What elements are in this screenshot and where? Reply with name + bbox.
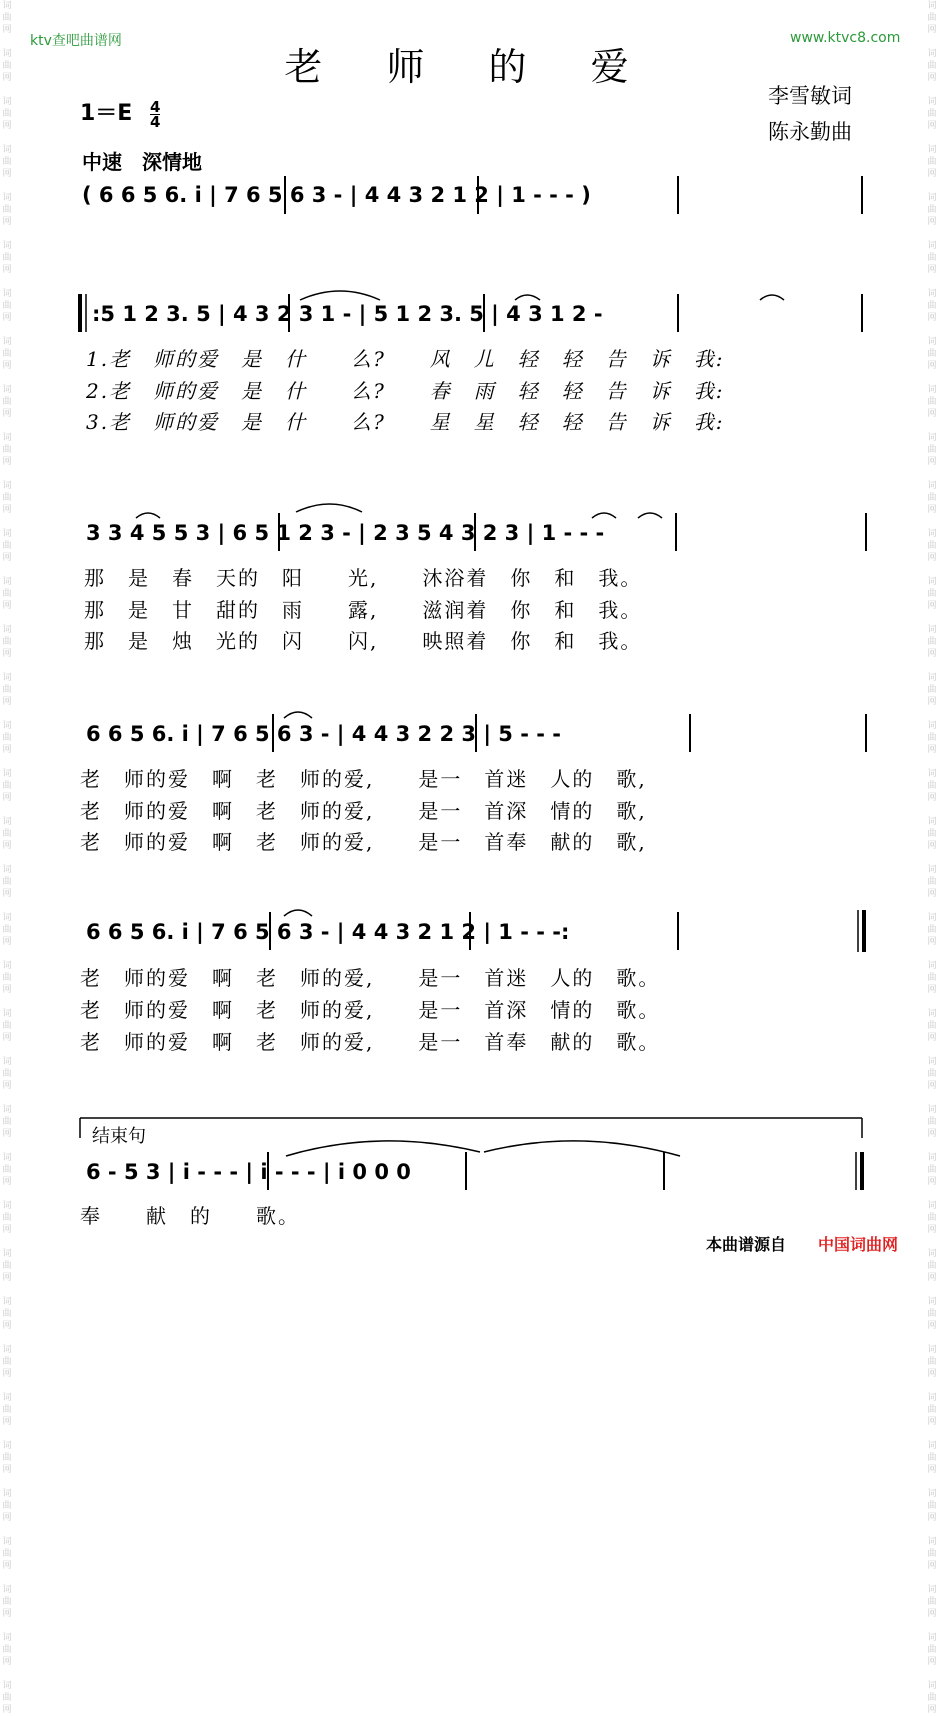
lyric-line: 2.老 师的爱 是 什 么? 春 雨 轻 轻 告 诉 我: <box>86 379 725 403</box>
barlines-system-3 <box>279 513 866 551</box>
barlines-system-2 <box>80 294 862 332</box>
tempo-marking: 中速 深情地 <box>82 150 202 174</box>
site-watermark-right[interactable]: www.ktvc8.com <box>790 30 901 46</box>
notation-line-4: 6 6 5 6. i | 7 6 5 6 3 - | 4 4 3 2 2 3 | 5 - - - <box>86 722 561 746</box>
lyric-line: 老 师的爱 啊 老 师的爱, 是一 首奉 献的 歌, <box>80 830 647 854</box>
time-top: 4 <box>150 97 161 116</box>
time-bottom: 4 <box>150 112 161 131</box>
side-watermark-right: 词 曲 网 词 曲 网 词 曲 网 词 曲 网 词 曲 网 词 曲 网 词 曲 网 词 曲 网 词 曲 网 词 曲 网 词 曲 网 词 曲 网 词 曲 网 词 曲 网 词 曲 网 词 曲 网 词 曲 网 词 曲 网 词 曲 网 词 曲 网 词 曲 网 词 曲 网 词 曲 网 词 曲 网 词 曲 网 词 曲 网 词 曲 网 词 曲 网 词 曲 网 词 曲 网 词 曲 网 词 曲 网 词 曲 网 词 曲 网 词 曲 网 词 曲 网 <box>927 1 937 1715</box>
barlines-ending <box>268 1152 862 1190</box>
notation-line-1: ( 6 6 5 6. i | 7 6 5 6 3 - | 4 4 3 2 1 2 | 1 - - - ) <box>82 183 591 207</box>
lyric-line: 那 是 春 天的 阳 光, 沐浴着 你 和 我。 <box>84 566 643 590</box>
lyric-line: 3.老 师的爱 是 什 么? 星 星 轻 轻 告 诉 我: <box>86 410 725 434</box>
barlines-system-4 <box>273 714 866 752</box>
lyric-line: 那 是 甘 甜的 雨 露, 滋润着 你 和 我。 <box>84 598 643 622</box>
ending-bracket <box>80 1118 862 1138</box>
notation-line-3: 3 3 4 5 5 3 | 6 5 1 2 3 - | 2 3 5 4 3 2 3 | 1 - - - <box>86 521 605 545</box>
lyricist-credit: 李雪敏词 <box>768 84 852 108</box>
lyric-line: 那 是 烛 光的 闪 闪, 映照着 你 和 我。 <box>84 629 643 653</box>
notation-line-2: :5 1 2 3. 5 | 4 3 2 3 1 - | 5 1 2 3. 5 | 4 3 1 2 - <box>92 302 603 326</box>
lyric-line: 老 师的爱 啊 老 师的爱, 是一 首深 情的 歌。 <box>80 998 661 1022</box>
side-watermark-left: 词 曲 网 词 曲 网 词 曲 网 词 曲 网 词 曲 网 词 曲 网 词 曲 网 词 曲 网 词 曲 网 词 曲 网 词 曲 网 词 曲 网 词 曲 网 词 曲 网 词 曲 网 词 曲 网 词 曲 网 词 曲 网 词 曲 网 词 曲 网 词 曲 网 词 曲 网 词 曲 网 词 曲 网 词 曲 网 词 曲 网 词 曲 网 词 曲 网 词 曲 网 词 曲 网 词 曲 网 词 曲 网 词 曲 网 词 曲 网 词 曲 网 词 曲 网 <box>2 1 12 1715</box>
notation-line-ending: 6 - 5 3 | i - - - | i - - - | i 0 0 0 <box>86 1160 411 1184</box>
lyric-line: 老 师的爱 啊 老 师的爱, 是一 首深 情的 歌, <box>80 799 647 823</box>
ending-label: 结束句 <box>92 1126 146 1147</box>
site-watermark-left[interactable]: ktv查吧曲谱网 <box>30 33 122 49</box>
lyric-line: 老 师的爱 啊 老 师的爱, 是一 首迷 人的 歌。 <box>80 966 661 990</box>
barlines-system-1 <box>285 176 862 214</box>
lyric-line: 老 师的爱 啊 老 师的爱, 是一 首奉 献的 歌。 <box>80 1030 661 1054</box>
song-title: 老 师 的 爱 <box>284 45 655 89</box>
lyric-line: 老 师的爱 啊 老 师的爱, 是一 首迷 人的 歌, <box>80 767 647 791</box>
lyric-line: 1.老 师的爱 是 什 么? 风 儿 轻 轻 告 诉 我: <box>86 347 725 371</box>
barlines-system-5 <box>270 910 864 952</box>
source-site-link[interactable]: 中国词曲网 <box>818 1235 899 1254</box>
composer-credit: 陈永勤曲 <box>768 120 852 144</box>
source-label: 本曲谱源自 <box>706 1235 787 1254</box>
notation-line-5: 6 6 5 6. i | 7 6 5 6 3 - | 4 4 3 2 1 2 | 1 - - -: <box>86 920 570 944</box>
lyric-line: 奉 献 的 歌。 <box>80 1204 300 1228</box>
key-text: 1＝E <box>80 101 133 126</box>
